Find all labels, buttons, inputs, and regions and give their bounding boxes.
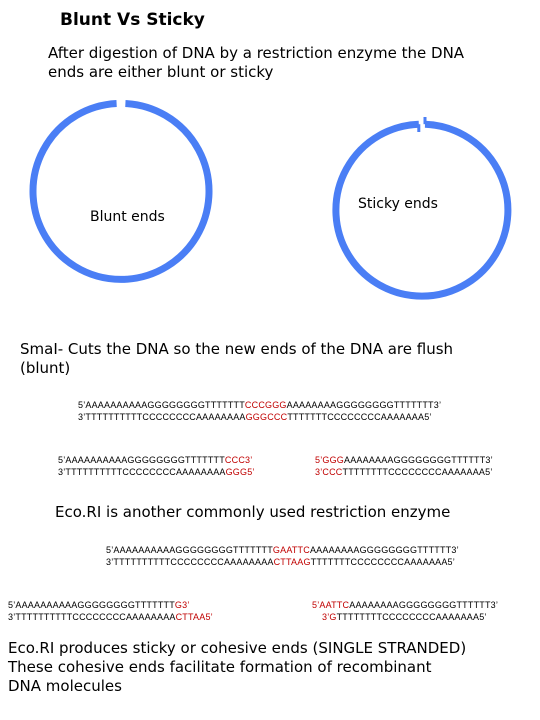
intro-line-1: After digestion of DNA by a restriction enzyme the DNA — [48, 44, 465, 62]
sticky-ends-label: Sticky ends — [358, 196, 438, 212]
smai-full-bottom-strand: 3’TTTTTTTTTTCCCCCCCCAAAAAAAAGGGCCCTTTTTTTCCCCCCCCAAAAAAA5’ — [78, 412, 432, 422]
smai-left-fragment-top: 5’AAAAAAAAAAGGGGGGGGTTTTTTTCCC3’ — [58, 455, 253, 465]
blunt-ends-label: Blunt ends — [90, 209, 165, 225]
ecori-full-top-strand: 5’AAAAAAAAAAGGGGGGGGTTTTTTTGAATTCAAAAAAAAGGGGGGGGTTTTTT3’ — [106, 545, 459, 555]
conclusion-line-1: Eco.RI produces sticky or cohesive ends (SINGLE STRANDED) — [8, 639, 467, 657]
smai-left-fragment-bottom: 3’TTTTTTTTTTCCCCCCCCAAAAAAAAGGG5’ — [58, 467, 255, 477]
conclusion-line-3: DNA molecules — [8, 677, 122, 695]
ecori-site: CTTAAG — [273, 557, 311, 567]
intro-line-2: ends are either blunt or sticky — [48, 63, 274, 81]
conclusion-text — [8, 639, 466, 696]
ecori-full-bottom-strand: 3’TTTTTTTTTTCCCCCCCCAAAAAAAACTTAAGTTTTTTTCCCCCCCCAAAAAAA5’ — [106, 557, 455, 567]
ecori-right-fragment-bottom: 3’GTTTTTTTTCCCCCCCCAAAAAAA5’ — [322, 612, 487, 622]
ecori-left-fragment-bottom: 3’TTTTTTTTTTCCCCCCCCAAAAAAAACTTAA5’ — [8, 612, 213, 622]
page-title: Blunt Vs Sticky — [60, 10, 205, 30]
smai-description — [20, 340, 453, 378]
smai-line-2: (blunt) — [20, 359, 71, 377]
smai-full-top-strand: 5’AAAAAAAAAAGGGGGGGGTTTTTTTCCCGGGAAAAAAAAGGGGGGGGTTTTTTT3’ — [78, 400, 442, 410]
ecori-right-fragment-top: 5’AATTCAAAAAAAAGGGGGGGGTTTTTT3’ — [312, 600, 499, 610]
ecori-heading: Eco.RI is another commonly used restriction enzyme — [55, 503, 451, 521]
smai-line-1: SmaI- Cuts the DNA so the new ends of the DNA are flush — [20, 340, 454, 358]
plasmid-diagrams — [0, 0, 540, 330]
blunt-plasmid-ring — [33, 104, 209, 280]
smai-site: CCCGGG — [244, 400, 287, 410]
ecori-site: GAATTC — [272, 545, 310, 555]
smai-right-fragment-bottom: 3’CCCTTTTTTTTCCCCCCCCAAAAAAA5’ — [315, 467, 493, 477]
ecori-left-fragment-top: 5’AAAAAAAAAAGGGGGGGGTTTTTTTG3’ — [8, 600, 190, 610]
smai-right-fragment-top: 5’GGGAAAAAAAAGGGGGGGGTTTTTT3’ — [315, 455, 493, 465]
conclusion-line-2: These cohesive ends facilitate formation of recombinant — [8, 658, 432, 676]
smai-site: GGGCCC — [245, 412, 288, 422]
